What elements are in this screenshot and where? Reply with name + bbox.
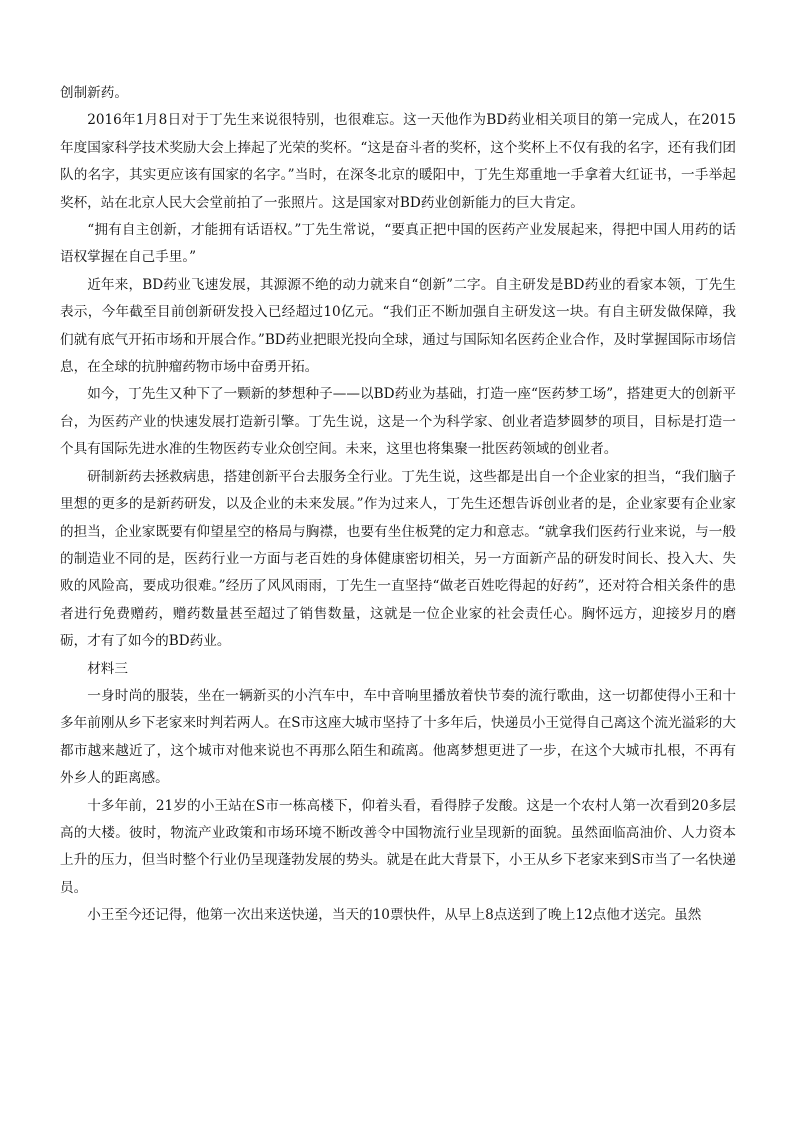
- paragraph-2: 2016年1月8日对于丁先生来说很特别，也很难忘。这一天他作为BD药业相关项目的第一完成人，在2015年度国家科学技术奖励大会上捧起了光荣的奖杯。“这是奋斗者的奖杯，这个奖杯上不仅有我的名字，还有我们团队的名字，其实更应该有国家的名字。”当时，在深冬北京的暖阳中，丁先生郑重地一手拿着大红证书，一手举起奖杯，站在北京人民大会堂前拍了一张照片。这是国家对BD药业创新能力的巨大肯定。: [60, 112, 736, 211]
- paragraph-8: 十多年前，21岁的小王站在S市一栋高楼下，仰着头看，看得脖子发酸。这是一个农村人第一次看到20多层高的大楼。彼时，物流产业政策和市场环境不断改善令中国物流行业呈现新的面貌。虽然面临高油价、人力资本上升的压力，但当时整个行业仍呈现蓬勃发展的势头。就是在此大背景下，小王从乡下老家来到S市当了一名快递员。: [60, 797, 736, 896]
- paragraph-6: 研制新药去拯救病患，搭建创新平台去服务全行业。丁先生说，这些都是出自一个企业家的担当，“我们脑子里想的更多的是新药研发，以及企业的未来发展。”作为过来人，丁先生还想告诉创业者的是，企业家要有企业家的担当，企业家既要有仰望星空的格局与胸襟，也要有坐住板凳的定力和意志。“就拿我们医药行业来说，与一般的制造业不同的是，医药行业一方面与老百姓的身体健康密切相关，另一方面新产品的研发时间长、投入大、失败的风险高，要成功很难。”经历了风风雨雨，丁先生一直坚持“做老百姓吃得起的好药”，还对符合相关条件的患者进行免费赠药，赠药数量甚至超过了销售数量，这就是一位企业家的社会责任心。胸怀远方，迎接岁月的磨砺，才有了如今的BD药业。: [60, 468, 736, 650]
- section-heading-material-3: 材料三: [87, 660, 128, 677]
- paragraph-7: 一身时尚的服装，坐在一辆新买的小汽车中，车中音响里播放着快节奏的流行歌曲，这一切都使得小王和十多年前刚从乡下老家来时判若两人。在S市这座大城市坚持了十多年后，快递员小王觉得自己离这个流光溢彩的大都市越来越近了，这个城市对他来说也不再那么陌生和疏离。他离梦想更进了一步，在这个大城市扎根，不再有外乡人的距离感。: [60, 687, 736, 787]
- paragraph-9: 小王至今还记得，他第一次出来送快递，当天的10票快件，从早上8点送到了晚上12点他才送完。虽然: [87, 907, 702, 924]
- paragraph-1: 创制新药。: [60, 85, 128, 101]
- paragraph-4: 近年来，BD药业飞速发展，其源源不绝的动力就来自“创新”二字。自主研发是BD药业的看家本领，丁先生表示，今年截至目前创新研发投入已经超过10亿元。“我们正不断加强自主研发这一块。有自主研发做保障，我们就有底气开拓市场和开展合作。”BD药业把眼光投向全球，通过与国际知名医药企业合作，及时掌握国际市场信息，在全球的抗肿瘤药物市场中奋勇开拓。: [60, 276, 736, 376]
- paragraph-5: 如今，丁先生又种下了一颗新的梦想种子——以BD药业为基础，打造一座“医药梦工场”，搭建更大的创新平台，为医药产业的快速发展打造新引擎。丁先生说，这是一个为科学家、创业者造梦圆梦的项目，目标是打造一个具有国际先进水准的生物医药专业众创空间。未来，这里也将集聚一批医药领域的创业者。: [60, 386, 736, 458]
- document-page: [60, 80, 736, 930]
- paragraph-3: “拥有自主创新，才能拥有话语权。”丁先生常说，“要真正把中国的医药产业发展起来，得把中国人用药的话语权掌握在自己手里。”: [60, 222, 736, 266]
